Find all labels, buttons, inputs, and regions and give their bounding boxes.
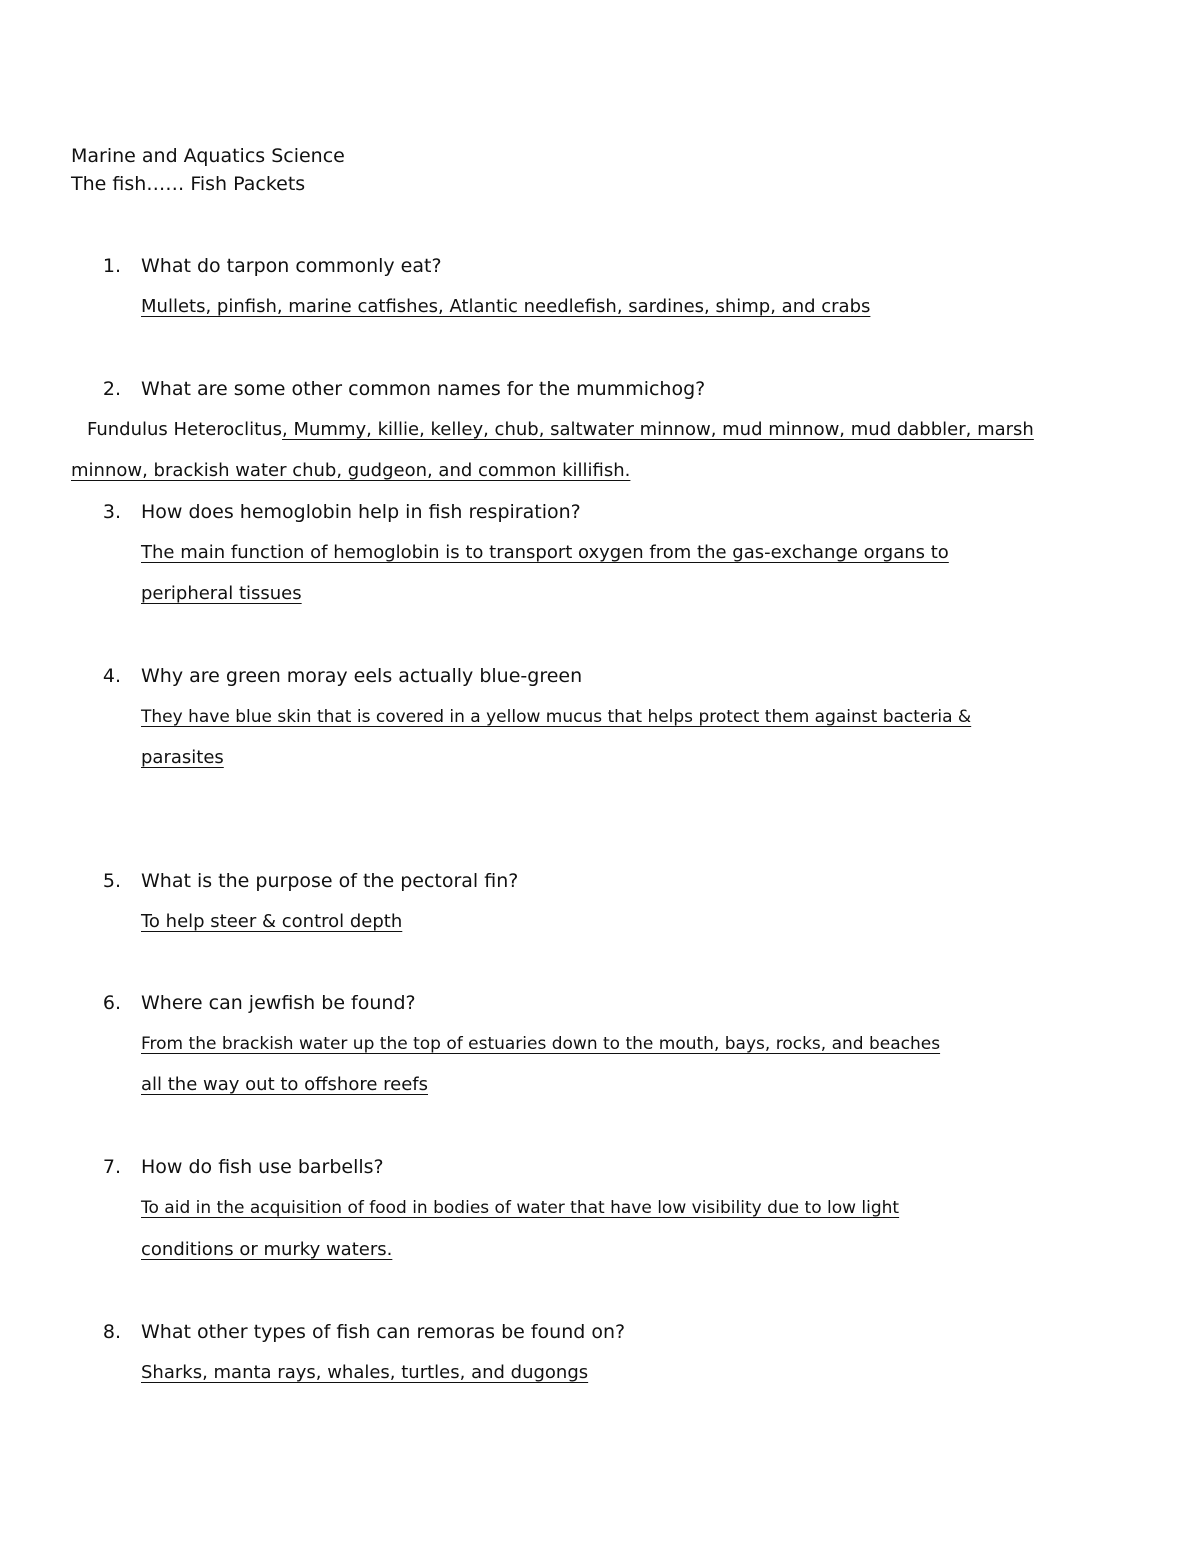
answer-text: peripheral tissues <box>141 583 302 604</box>
question-text: Where can jewfish be found? <box>141 992 416 1014</box>
answer-text: Sharks, manta rays, whales, turtles, and dugongs <box>141 1362 589 1383</box>
question-text: Why are green moray eels actually blue-green <box>141 665 583 687</box>
question-number: 4. <box>102 665 121 687</box>
answer-text: minnow, brackish water chub, gudgeon, and common killifish. <box>71 460 631 481</box>
species-name: Fundulus Heteroclitus <box>87 419 283 440</box>
question-number: 7. <box>102 1156 121 1178</box>
question-text: What are some other common names for the mummichog? <box>141 378 706 400</box>
question-number: 6. <box>102 992 121 1014</box>
worksheet-subtitle: The fish…… Fish Packets <box>71 173 306 195</box>
question-text: How does hemoglobin help in fish respiration? <box>141 501 581 523</box>
answer-text: The main function of hemoglobin is to transport oxygen from the gas-exchange organs to <box>141 542 949 563</box>
question-text: How do fish use barbells? <box>141 1156 384 1178</box>
answer-text: To aid in the acquisition of food in bodies of water that have low visibility due to low light <box>141 1198 900 1218</box>
answer-line <box>87 417 1034 443</box>
answer-text: conditions or murky waters. <box>141 1239 393 1260</box>
answer-text: They have blue skin that is covered in a yellow mucus that helps protect them against bacteria & <box>141 707 972 727</box>
question-number: 3. <box>102 501 121 523</box>
question-number: 1. <box>102 255 121 277</box>
answer-text: Mullets, pinfish, marine catfishes, Atlantic needlefish, sardines, shimp, and crabs <box>141 296 871 317</box>
answer-text: all the way out to offshore reefs <box>141 1074 429 1095</box>
answer-text: From the brackish water up the top of estuaries down to the mouth, bays, rocks, and beaches <box>141 1034 941 1054</box>
question-text: What other types of fish can remoras be found on? <box>141 1321 626 1343</box>
question-text: What is the purpose of the pectoral fin? <box>141 870 519 892</box>
question-number: 2. <box>102 378 121 400</box>
question-number: 8. <box>102 1321 121 1343</box>
question-number: 5. <box>102 870 121 892</box>
answer-text: , Mummy, killie, kelley, chub, saltwater minnow, mud minnow, mud dabbler, marsh <box>282 419 1034 440</box>
answer-text: To help steer & control depth <box>141 911 403 932</box>
answer-text: parasites <box>141 747 224 768</box>
question-text: What do tarpon commonly eat? <box>141 255 442 277</box>
course-title: Marine and Aquatics Science <box>71 145 345 167</box>
